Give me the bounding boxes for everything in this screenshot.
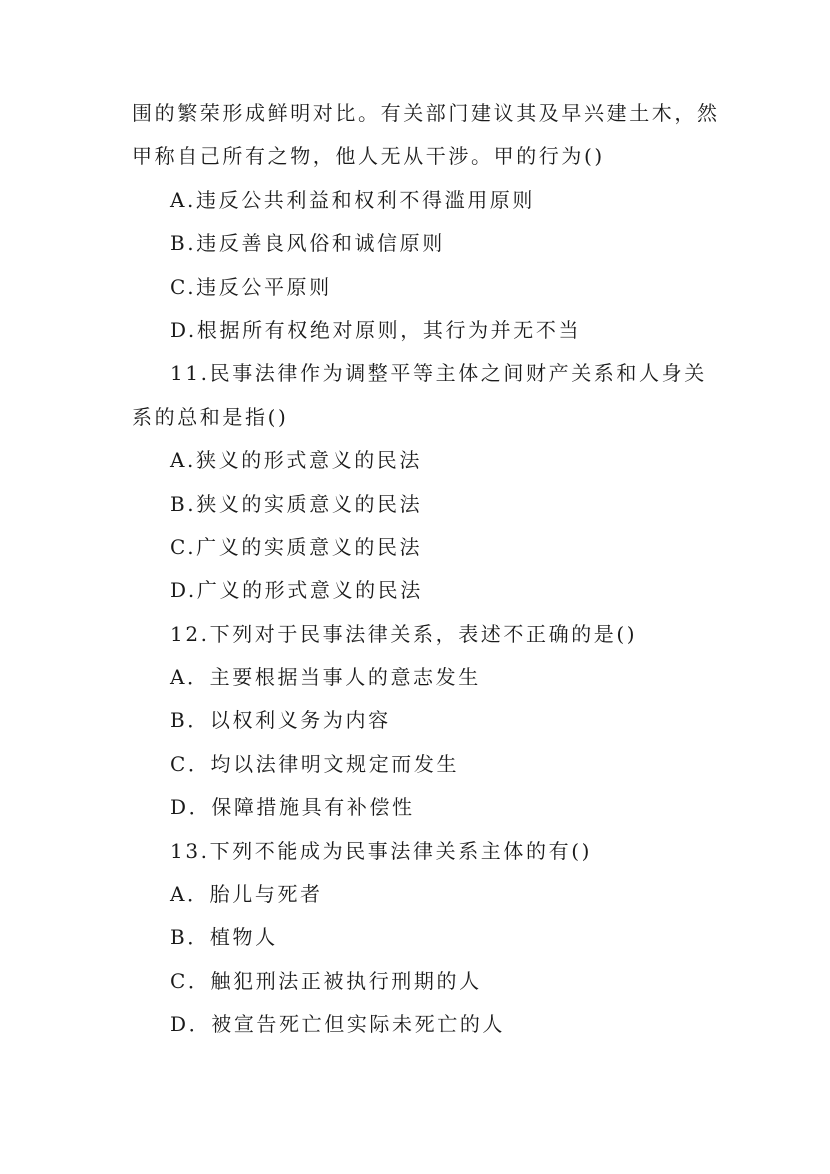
question-12-option-d: D．保障措施具有补偿性 xyxy=(170,795,415,820)
question-13-option-d: D．被宣告死亡但实际未死亡的人 xyxy=(170,1012,506,1037)
question-11-option-a: A.狭义的形式意义的民法 xyxy=(170,448,423,473)
question-10-stem-line-1: 围的繁荣形成鲜明对比。有关部门建议其及早兴建土木，然 xyxy=(132,101,720,125)
question-10-option-c: C.违反公平原则 xyxy=(170,274,332,299)
question-11-option-b: B.狭义的实质意义的民法 xyxy=(170,491,423,516)
question-10-option-a: A.违反公共利益和权利不得滥用原则 xyxy=(170,187,536,212)
question-11-option-c: C.广义的实质意义的民法 xyxy=(170,534,423,559)
question-12-option-b: B．以权利义务为内容 xyxy=(170,708,391,733)
question-12-option-a: A．主要根据当事人的意志发生 xyxy=(170,665,481,690)
question-13-option-a: A．胎儿与死者 xyxy=(170,882,323,907)
question-12-option-c: C．均以法律明文规定而发生 xyxy=(170,751,460,776)
question-10-option-b: B.违反善良风俗和诚信原则 xyxy=(170,231,445,256)
question-13-option-c: C．触犯刑法正被执行刑期的人 xyxy=(170,968,482,993)
question-11-stem-line-2: 系的总和是指() xyxy=(132,404,289,429)
question-12-stem: 12.下列对于民事法律关系，表述不正确的是() xyxy=(170,621,638,646)
question-10-stem-line-2: 甲称自己所有之物，他人无从干涉。甲的行为() xyxy=(132,144,605,169)
question-10-option-d: D.根据所有权绝对原则，其行为并无不当 xyxy=(170,317,582,342)
document-body xyxy=(132,92,720,1047)
question-11-option-d: D.广义的形式意义的民法 xyxy=(170,578,423,603)
question-13-stem: 13.下列不能成为民事法律关系主体的有() xyxy=(170,838,593,863)
question-11-stem-line-1: 11.民事法律作为调整平等主体之间财产关系和人身关 xyxy=(170,361,707,386)
question-13-option-b: B．植物人 xyxy=(170,925,278,950)
